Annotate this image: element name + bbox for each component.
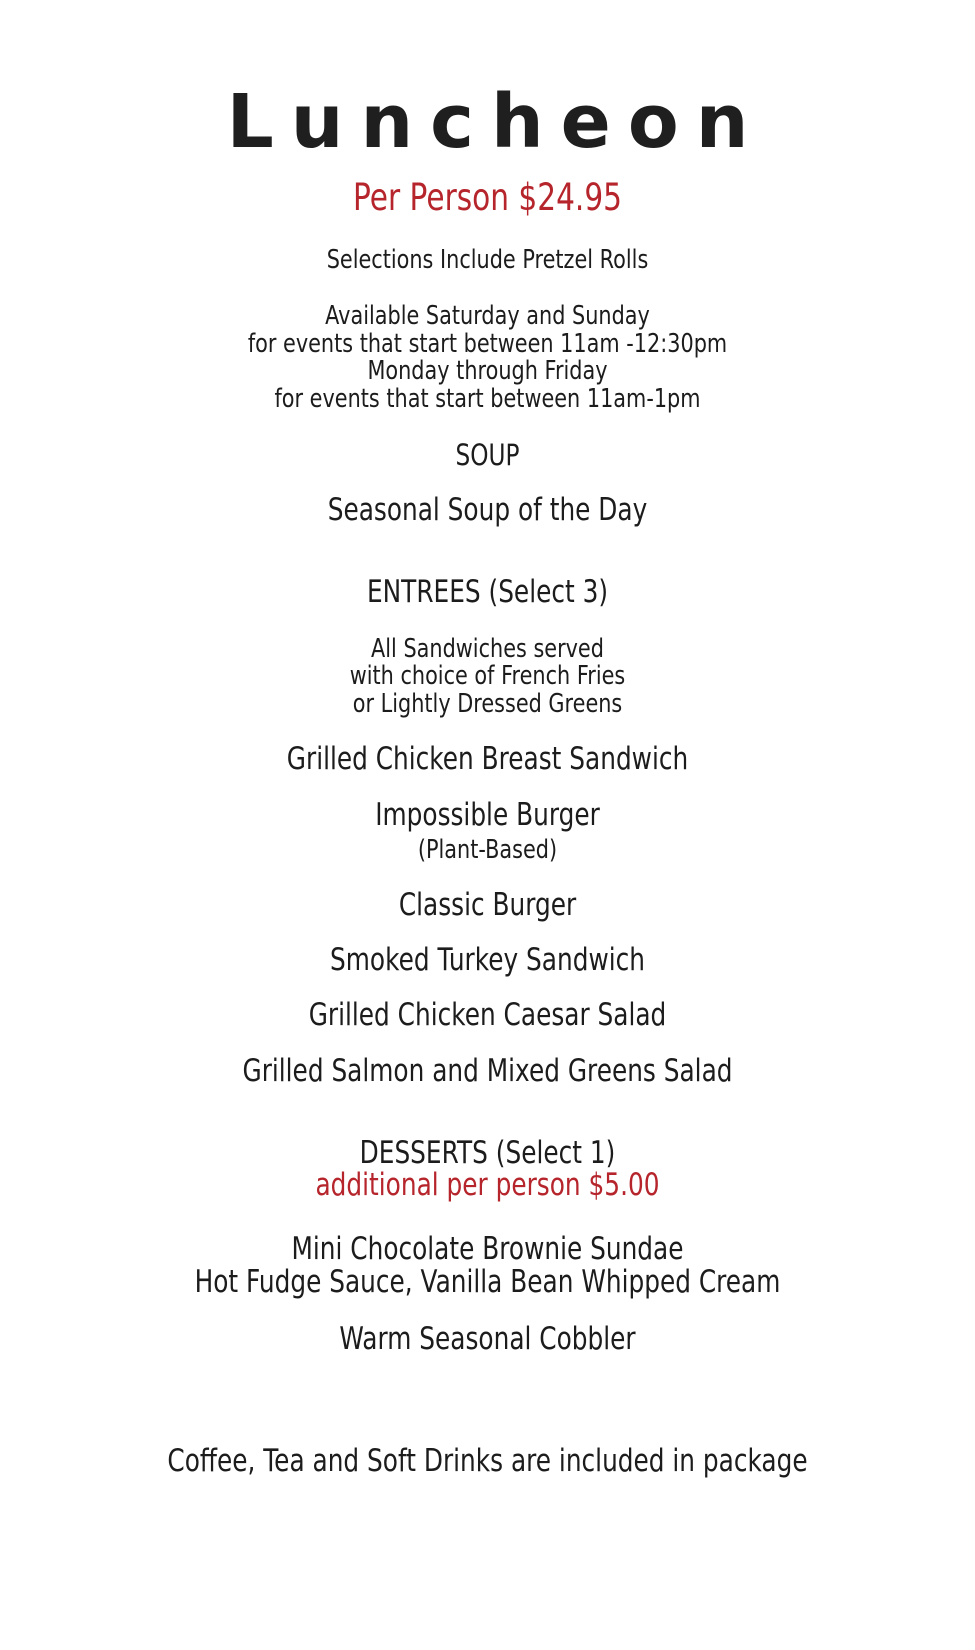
entrees-note-line-3: or Lightly Dressed Greens (352, 689, 623, 719)
menu-title: Luncheon (226, 79, 766, 165)
soup-item: Seasonal Soup of the Day (327, 492, 648, 528)
availability-line-2: for events that start between 11am -12:30pm (247, 329, 728, 359)
dessert-item: Warm Seasonal Cobbler (339, 1321, 636, 1357)
availability-line-3: Monday through Friday (367, 356, 608, 386)
entree-item: Impossible Burger (375, 797, 600, 833)
includes-note: Selections Include Pretzel Rolls (326, 245, 649, 275)
availability-line-1: Available Saturday and Sunday (325, 301, 650, 331)
beverages-note: Coffee, Tea and Soft Drinks are included in package (167, 1443, 808, 1479)
price-per-person: Per Person $24.95 (352, 176, 623, 219)
entree-item: Grilled Chicken Caesar Salad (308, 997, 667, 1033)
entree-item: Classic Burger (398, 887, 577, 923)
entrees-note-line-1: All Sandwiches served (371, 634, 604, 664)
entree-item-subnote: (Plant-Based) (417, 835, 558, 865)
entree-item: Grilled Chicken Breast Sandwich (286, 741, 689, 777)
dessert-item-description: Hot Fudge Sauce, Vanilla Bean Whipped Cream (194, 1264, 781, 1300)
entree-item: Smoked Turkey Sandwich (330, 942, 645, 978)
desserts-surcharge: additional per person $5.00 (315, 1167, 660, 1203)
entree-item: Grilled Salmon and Mixed Greens Salad (242, 1053, 733, 1089)
soup-heading: SOUP (455, 438, 520, 472)
dessert-item: Mini Chocolate Brownie Sundae (291, 1231, 684, 1267)
desserts-heading: DESSERTS (Select 1) (359, 1135, 616, 1171)
availability-line-4: for events that start between 11am-1pm (274, 384, 701, 414)
entrees-note-line-2: with choice of French Fries (349, 661, 626, 691)
entrees-heading: ENTREES (Select 3) (366, 574, 609, 610)
